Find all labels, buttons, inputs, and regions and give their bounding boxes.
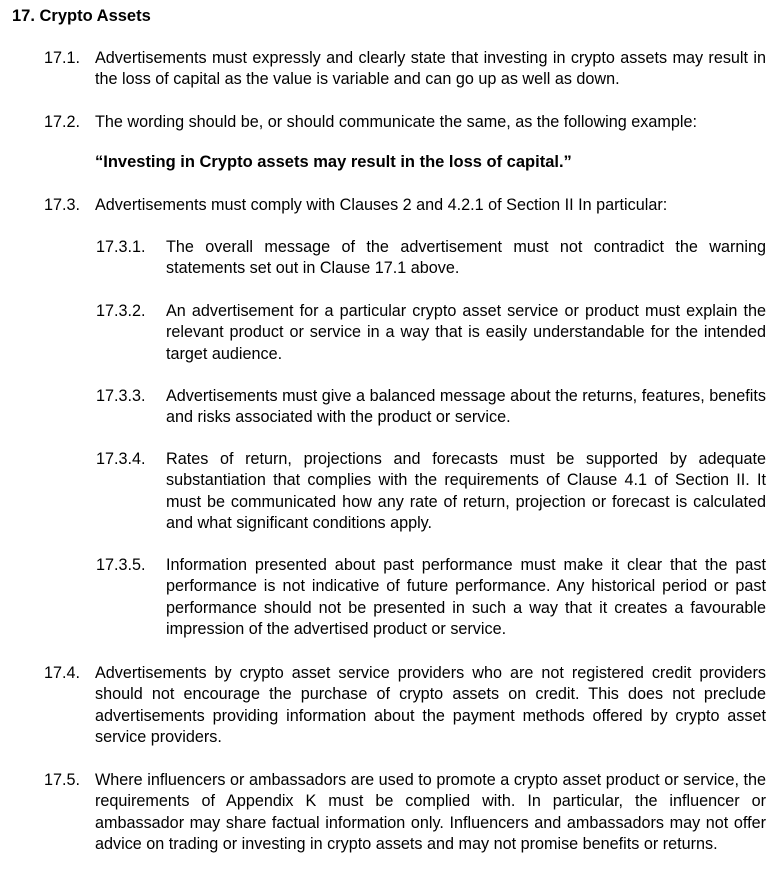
clause-number: 17.2.	[44, 113, 81, 131]
clause-number: 17.4.	[44, 664, 81, 682]
clause-number: 17.5.	[44, 771, 81, 789]
clause-number: 17.3.2.	[96, 302, 146, 320]
section-heading: 17. Crypto Assets	[12, 7, 151, 25]
clause-text: The wording should be, or should communicate the same, as the following example:	[95, 113, 697, 131]
clause-text: Advertisements must comply with Clauses 2 and 4.2.1 of Section II In particular:	[95, 196, 668, 214]
clause-text: Advertisements must give a balanced message about the returns, features, benefits and risks associated with the product or service.	[166, 387, 766, 427]
clause-number: 17.3.3.	[96, 387, 146, 405]
clause-text: Where influencers or ambassadors are used to promote a crypto asset product or service, the requirements of Appendix K must be complied with. In particular, the influencer or ambassador may share factual information only. Influencers and ambassadors may not offer advice on trading or investing in crypto assets and may not promise benefits or returns.	[95, 771, 766, 854]
clause-text: Advertisements by crypto asset service providers who are not registered credit providers should not encourage the purchase of crypto assets on credit. This does not preclude advertisements providing information about the payment methods offered by crypto asset service providers.	[95, 664, 766, 747]
clause-number: 17.3.4.	[96, 450, 146, 468]
clause-number: 17.3.	[44, 196, 81, 214]
clause-text: Rates of return, projections and forecasts must be supported by adequate substantiation that complies with the requirements of Clause 4.1 of Section II. It must be communicated how any rate of return, projection or forecast is calculated and what significant conditions apply.	[166, 450, 766, 533]
clause-text: Information presented about past performance must make it clear that the past performance is not indicative of future performance. Any historical period or past performance should not be presented in such a way that it creates a favourable impression of the advertised product or service.	[166, 556, 766, 639]
clause-text: Advertisements must expressly and clearly state that investing in crypto assets may result in the loss of capital as the value is variable and can go up as well as down.	[95, 49, 766, 89]
clause-number: 17.3.1.	[96, 238, 146, 256]
clause-text: The overall message of the advertisement must not contradict the warning statements set out in Clause 17.1 above.	[166, 238, 766, 278]
clause-number: 17.3.5.	[96, 556, 146, 574]
clause-text: An advertisement for a particular crypto asset service or product must explain the relevant product or service in a way that is easily understandable for the intended target audience.	[166, 302, 766, 363]
example-warning-statement: “Investing in Crypto assets may result in the loss of capital.”	[95, 153, 572, 171]
clause-number: 17.1.	[44, 49, 81, 67]
